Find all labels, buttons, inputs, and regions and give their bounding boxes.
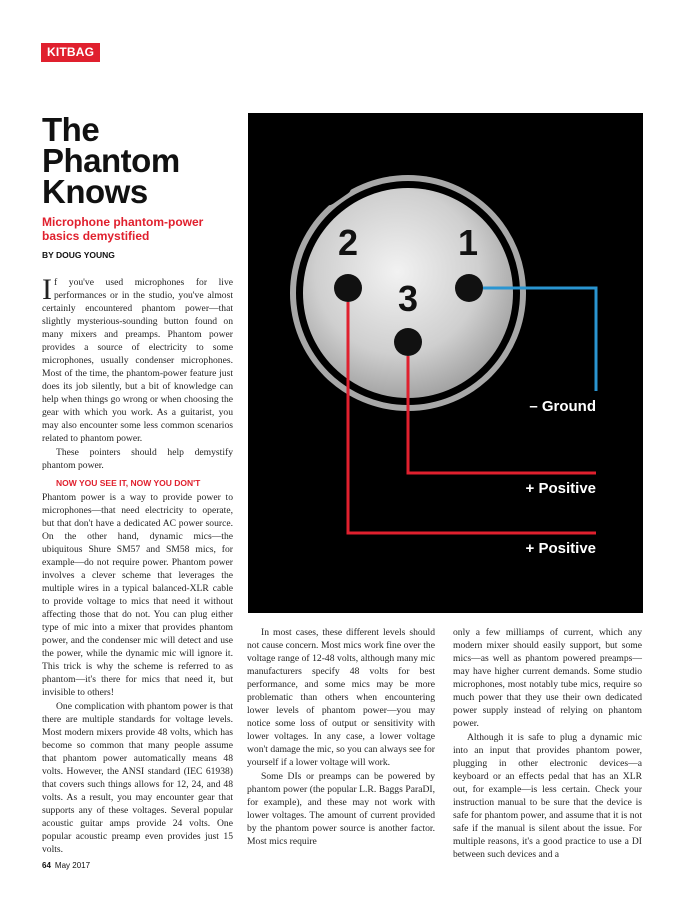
- page-number: 64: [42, 861, 51, 870]
- page-footer: [42, 861, 90, 870]
- byline: BY DOUG YOUNG: [42, 250, 115, 260]
- positive-label-1: + Positive: [525, 480, 596, 497]
- section-heading: NOW YOU SEE IT, NOW YOU DON'T: [56, 478, 201, 488]
- subtitle-line: Microphone phantom-power: [42, 215, 204, 229]
- pin-1-hole: [455, 274, 483, 302]
- ground-label: – Ground: [529, 398, 596, 415]
- article-title: [42, 111, 242, 210]
- pin-1-label: 1: [457, 222, 479, 263]
- positive-label-2: + Positive: [525, 540, 596, 557]
- intro-paragraph-2: These pointers should help demystify phantom power.: [42, 447, 233, 471]
- col3-paragraph-2: Although it is safe to plug a dynamic mic into an input that provides phantom power, plugging in other electronic devices—a keyboard or an effects pedal that has an XLR out, for example—is less certain. Check your instruction manual to be sure that the device is safe for phantom power, and assume that it is not safe if the manual is silent about the issue. For multiple reasons, it's a good practice to use a DI between such devices and a: [453, 732, 642, 860]
- column-2: [247, 626, 435, 848]
- pin-3-label: 3: [397, 278, 419, 319]
- pin-2-hole: [334, 274, 362, 302]
- title-line: Phantom: [42, 142, 180, 179]
- dropcap: I: [42, 273, 52, 306]
- col3-paragraph-1: only a few milliamps of current, which any modern mixer should easily support, but some mics—as well as phantom powered preamps—may have higher current demands. Some studio microphones, most notably tube mics, require so much power that they use their own dedicated power supply instead of relying on phantom power.: [453, 627, 642, 729]
- pin-2-label: 2: [337, 222, 359, 263]
- col2-paragraph-2: Some DIs or preamps can be powered by phantom power (the popular L.R. Baggs ParaDI, for example), and these may not work with lower voltages. The amount of current provided by the phantom power source is another factor. Most mics require: [247, 771, 435, 847]
- section1-column: [42, 477, 233, 856]
- section1-paragraph-1: Phantom power is a way to provide power to microphones—that need electricity to operate, but that don't have a dedicated AC power source. On the other hand, dynamic mics—the ubiquitous Shure SM57 and SM58 mics, for example—do not require power. Phantom power involves a clever scheme that leverages the multiple wires in a typical balanced-XLR cable to provide voltage to mics that need it without affecting those that do not. You can plug either type of mic into a mixer that provides phantom power, and the condenser mic will detect and use the power, while the dynamic mic will ignore it. This trick is why the scheme is referred to as phantom—it's there for mics that need it, but invisible to others!: [42, 492, 233, 698]
- xlr-diagram: [248, 113, 643, 613]
- section-tag: KITBAG: [41, 43, 100, 62]
- title-line: The: [42, 111, 100, 148]
- title-line: Knows: [42, 173, 148, 210]
- intro-text: f you've used microphones for live performances or in the studio, you've almost certainly encountered phantom power—that slightly mysterious-sounding button found on many mixers and preamps. Phantom power provides a source of electricity to some microphones, usually condenser microphones. Most of the time, the phantom-power feature just does its job silently, but a bit of knowledge can help when things go wrong or when choosing the gear with which you work. As a guitarist, you may also encounter some less common scenarios related to phantom power.: [42, 277, 233, 444]
- col2-paragraph-1: In most cases, these different levels should not cause concern. Most mics work fine over the voltage range of 12-48 volts, although many mic manufacturers specify 48 volts for best performance, and some mics may be more problematic than others when encountering lower levels of phantom power—you may notice some loss of output or sensitivity with lower voltages. In any case, a lower voltage won't damage the mic, so you can always see for yourself if a lower voltage will work.: [247, 627, 435, 768]
- pin-3-hole: [394, 328, 422, 356]
- intro-column: [42, 273, 233, 472]
- article-subtitle: [42, 215, 242, 243]
- intro-paragraph: [42, 273, 233, 445]
- column-3: [453, 626, 642, 861]
- xlr-diagram-svg: [248, 113, 643, 613]
- subtitle-line: basics demystified: [42, 229, 150, 243]
- issue-date: May 2017: [54, 861, 91, 870]
- section1-paragraph-2: One complication with phantom power is that there are multiple standards for voltage levels. Most modern mixers provide 48 volts, which has become so common that many people assume that phantom power automatically means 48 volts. However, the ANSI standard (IEC 61938) that covers such things allows for 12, 24, and 48 volts. As a result, you may encounter gear that supports any of these voltages. Several popular acoustic guitar amps provide 24 volts. One popular acoustic preamp even provides just 15 volts.: [42, 701, 233, 855]
